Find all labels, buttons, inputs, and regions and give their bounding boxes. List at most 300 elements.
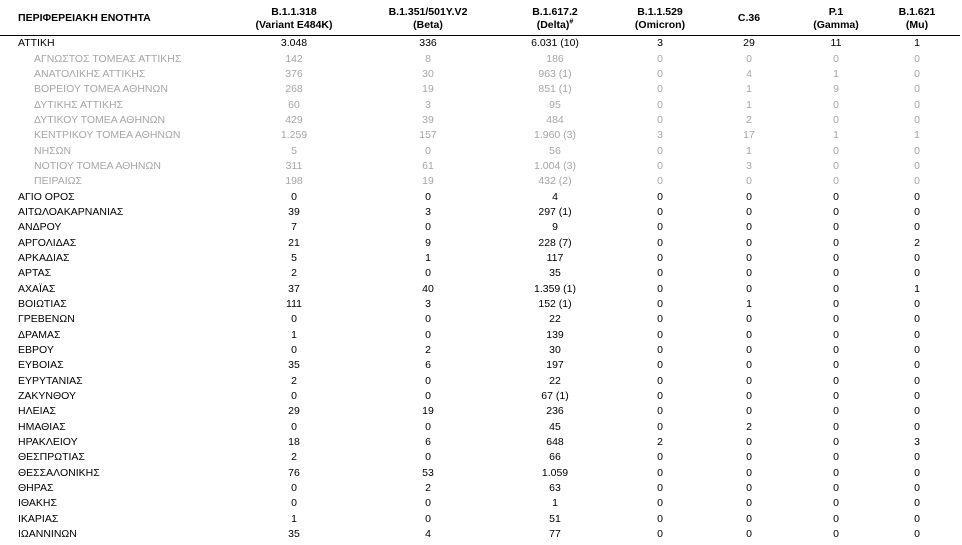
- count-cell: 111: [286, 298, 302, 311]
- count-cell: 0: [746, 236, 752, 249]
- count-cell: 39: [288, 205, 300, 218]
- count-cell: 117: [546, 251, 564, 264]
- count-cell: 29: [288, 405, 300, 418]
- count-cell: 2: [425, 344, 431, 357]
- count-cell: 648: [546, 436, 564, 449]
- count-cell: 35: [288, 359, 300, 372]
- count-cell: 0: [746, 359, 752, 372]
- count-cell: 142: [285, 52, 303, 65]
- count-cell: 0: [746, 512, 752, 525]
- count-cell: 1: [914, 37, 920, 50]
- count-cell: 0: [914, 405, 920, 418]
- region-name: ΑΧΑΪΑΣ: [18, 282, 56, 295]
- table-subrow: [0, 97, 960, 112]
- count-cell: 2: [425, 482, 431, 495]
- table-subrow: [0, 113, 960, 128]
- count-cell: 0: [833, 359, 839, 372]
- table-subrow: [0, 82, 960, 97]
- count-cell: 0: [914, 451, 920, 464]
- count-cell: 0: [833, 313, 839, 326]
- count-cell: 0: [833, 236, 839, 249]
- count-cell: 0: [657, 344, 663, 357]
- header-line2: (Omicron): [634, 18, 686, 31]
- count-cell: 0: [746, 328, 752, 341]
- count-cell: 236: [546, 405, 564, 418]
- count-cell: 0: [291, 313, 297, 326]
- count-cell: 1: [914, 129, 920, 142]
- count-cell: 336: [419, 37, 437, 50]
- table-row: [0, 251, 960, 266]
- count-cell: 30: [549, 344, 561, 357]
- region-name: ΝΗΣΩΝ: [34, 144, 72, 157]
- count-cell: 0: [425, 374, 431, 387]
- count-cell: 0: [833, 267, 839, 280]
- count-cell: 0: [746, 175, 752, 188]
- region-name: ΕΥΒΟΙΑΣ: [18, 359, 64, 372]
- table-row: [0, 358, 960, 373]
- count-cell: 0: [657, 298, 663, 311]
- header-line2: (Delta)#: [536, 18, 574, 31]
- count-cell: 0: [914, 528, 920, 541]
- count-cell: 0: [746, 466, 752, 479]
- table-row: [0, 450, 960, 465]
- count-cell: 0: [657, 159, 663, 172]
- count-cell: 3: [914, 436, 920, 449]
- header-b11529: [620, 2, 700, 36]
- count-cell: 35: [288, 528, 300, 541]
- table-row: [0, 466, 960, 481]
- count-cell: 0: [657, 144, 663, 157]
- count-cell: 0: [914, 420, 920, 433]
- count-cell: 484: [546, 113, 564, 126]
- count-cell: 186: [546, 52, 564, 65]
- table-row: [0, 189, 960, 204]
- header-c36: [700, 2, 798, 36]
- count-cell: 139: [546, 328, 564, 341]
- count-cell: 0: [746, 436, 752, 449]
- header-line2: (Variant E484K): [255, 18, 333, 31]
- count-cell: 1: [833, 129, 839, 142]
- count-cell: 0: [657, 390, 663, 403]
- count-cell: 0: [746, 251, 752, 264]
- count-cell: 22: [549, 374, 561, 387]
- count-cell: 9: [833, 83, 839, 96]
- count-cell: 0: [914, 390, 920, 403]
- count-cell: 53: [422, 466, 434, 479]
- count-cell: 0: [833, 251, 839, 264]
- count-cell: 0: [833, 482, 839, 495]
- count-cell: 0: [833, 436, 839, 449]
- count-cell: 0: [914, 190, 920, 203]
- header-b11318: [222, 2, 366, 36]
- count-cell: 0: [746, 52, 752, 65]
- count-cell: 1.359 (1): [533, 282, 577, 295]
- table-row: [0, 435, 960, 450]
- footnote-mark: #: [569, 18, 574, 25]
- region-name: ΑΡΓΟΛΙΔΑΣ: [18, 236, 77, 249]
- count-cell: 0: [833, 298, 839, 311]
- count-cell: 152 (1): [538, 298, 572, 311]
- count-cell: 0: [914, 52, 920, 65]
- table-subrow: [0, 128, 960, 143]
- count-cell: 17: [743, 129, 755, 142]
- count-cell: 56: [549, 144, 561, 157]
- count-cell: 0: [746, 205, 752, 218]
- count-cell: 0: [425, 497, 431, 510]
- count-cell: 0: [746, 221, 752, 234]
- count-cell: 67 (1): [541, 390, 569, 403]
- count-cell: 376: [285, 67, 303, 80]
- header-line1: B.1.1.529: [637, 6, 683, 18]
- count-cell: 3: [657, 37, 663, 50]
- count-cell: 6: [425, 359, 431, 372]
- count-cell: 1.960 (3): [533, 129, 577, 142]
- region-name: ΔΡΑΜΑΣ: [18, 328, 61, 341]
- header-line1: C.36: [737, 12, 761, 25]
- count-cell: 45: [549, 420, 561, 433]
- table-row: [0, 220, 960, 235]
- count-cell: 0: [657, 52, 663, 65]
- count-cell: 0: [746, 282, 752, 295]
- region-name: ΒΟΙΩΤΙΑΣ: [18, 298, 67, 311]
- count-cell: 66: [549, 451, 561, 464]
- count-cell: 0: [291, 344, 297, 357]
- count-cell: 9: [425, 236, 431, 249]
- region-name: ΑΝΔΡΟΥ: [18, 221, 62, 234]
- count-cell: 0: [914, 512, 920, 525]
- region-name: ΙΩΑΝΝΙΝΩΝ: [18, 528, 77, 541]
- region-name: ΑΡΤΑΣ: [18, 267, 52, 280]
- count-cell: 268: [285, 83, 303, 96]
- region-name: ΗΛΕΙΑΣ: [18, 405, 57, 418]
- count-cell: 21: [288, 236, 300, 249]
- count-cell: 0: [914, 175, 920, 188]
- count-cell: 0: [833, 159, 839, 172]
- count-cell: 0: [833, 405, 839, 418]
- count-cell: 0: [914, 267, 920, 280]
- region-name: ΙΚΑΡΙΑΣ: [18, 512, 59, 525]
- count-cell: 40: [422, 282, 434, 295]
- count-cell: 63: [549, 482, 561, 495]
- header-line1: B.1.617.2: [532, 6, 578, 18]
- region-name: ΔΥΤΙΚΗΣ ΑΤΤΙΚΗΣ: [34, 98, 124, 111]
- table-row: [0, 389, 960, 404]
- count-cell: 7: [291, 221, 297, 234]
- region-name: ΘΗΡΑΣ: [18, 482, 54, 495]
- header-line1: ΠΕΡΙΦΕΡΕΙΑΚΗ ΕΝΟΤΗΤΑ: [18, 12, 151, 25]
- count-cell: 39: [422, 113, 434, 126]
- count-cell: 0: [833, 374, 839, 387]
- count-cell: 0: [657, 512, 663, 525]
- count-cell: 6.031 (10): [531, 37, 579, 50]
- region-name: ΘΕΣΠΡΩΤΙΑΣ: [18, 451, 85, 464]
- count-cell: 198: [285, 175, 303, 188]
- count-cell: 1.004 (3): [533, 159, 577, 172]
- count-cell: 0: [833, 528, 839, 541]
- count-cell: 0: [291, 390, 297, 403]
- count-cell: 0: [657, 528, 663, 541]
- table-row: [0, 235, 960, 250]
- count-cell: 0: [657, 420, 663, 433]
- count-cell: 0: [657, 175, 663, 188]
- count-cell: 0: [914, 205, 920, 218]
- count-cell: 1: [425, 251, 431, 264]
- count-cell: 0: [657, 451, 663, 464]
- count-cell: 1: [746, 83, 752, 96]
- count-cell: 3: [425, 298, 431, 311]
- count-cell: 0: [914, 221, 920, 234]
- table-row: [0, 312, 960, 327]
- table-row: [0, 512, 960, 527]
- count-cell: 19: [422, 405, 434, 418]
- count-cell: 1: [291, 512, 297, 525]
- count-cell: 2: [291, 451, 297, 464]
- count-cell: 29: [743, 37, 755, 50]
- header-row: [0, 2, 960, 36]
- count-cell: 1: [746, 144, 752, 157]
- count-cell: 22: [549, 313, 561, 326]
- count-cell: 0: [914, 482, 920, 495]
- count-cell: 0: [833, 344, 839, 357]
- count-cell: 2: [291, 374, 297, 387]
- count-cell: 76: [288, 466, 300, 479]
- table-row: [0, 266, 960, 281]
- header-line1: B.1.621: [898, 6, 936, 18]
- count-cell: 1: [291, 328, 297, 341]
- count-cell: 4: [746, 67, 752, 80]
- table-row: [0, 282, 960, 297]
- count-cell: 0: [657, 251, 663, 264]
- count-cell: 9: [552, 221, 558, 234]
- table-subrow: [0, 67, 960, 82]
- count-cell: 0: [657, 221, 663, 234]
- region-name: ΗΡΑΚΛΕΙΟΥ: [18, 436, 78, 449]
- header-line2: (Mu): [905, 18, 929, 31]
- count-cell: 0: [833, 205, 839, 218]
- table-subrow: [0, 174, 960, 189]
- count-cell: 0: [657, 67, 663, 80]
- count-cell: 0: [657, 466, 663, 479]
- count-cell: 0: [746, 528, 752, 541]
- count-cell: 0: [657, 482, 663, 495]
- count-cell: 1: [833, 67, 839, 80]
- count-cell: 0: [914, 298, 920, 311]
- region-name: ΙΘΑΚΗΣ: [18, 497, 57, 510]
- count-cell: 0: [291, 420, 297, 433]
- count-cell: 0: [914, 251, 920, 264]
- count-cell: 297 (1): [538, 205, 572, 218]
- region-name: ΑΓΙΟ ΟΡΟΣ: [18, 190, 75, 203]
- count-cell: 0: [657, 83, 663, 96]
- table-row: [0, 527, 960, 542]
- table-row: [0, 420, 960, 435]
- count-cell: 0: [425, 190, 431, 203]
- count-cell: 0: [425, 390, 431, 403]
- table-row: [0, 343, 960, 358]
- count-cell: 0: [425, 144, 431, 157]
- table-row: [0, 36, 960, 52]
- region-name: ΚΕΝΤΡΙΚΟΥ ΤΟΜΕΑ ΑΘΗΝΩΝ: [34, 129, 181, 142]
- header-b1621: [874, 2, 960, 36]
- count-cell: 0: [914, 466, 920, 479]
- count-cell: 4: [425, 528, 431, 541]
- count-cell: 19: [422, 83, 434, 96]
- count-cell: 0: [914, 313, 920, 326]
- count-cell: 0: [746, 313, 752, 326]
- region-name: ΕΒΡΟΥ: [18, 344, 54, 357]
- count-cell: 0: [833, 512, 839, 525]
- header-line1: B.1.351/501Y.V2: [388, 6, 468, 18]
- header-line1: P.1: [828, 6, 844, 18]
- table-subrow: [0, 159, 960, 174]
- count-cell: 2: [746, 420, 752, 433]
- count-cell: 0: [914, 159, 920, 172]
- header-line2: (Beta): [413, 18, 443, 31]
- count-cell: 8: [425, 52, 431, 65]
- table-row: [0, 328, 960, 343]
- table-body: [0, 36, 960, 543]
- count-cell: 2: [291, 267, 297, 280]
- count-cell: 6: [425, 436, 431, 449]
- region-name: ΖΑΚΥΝΘΟΥ: [18, 390, 77, 403]
- count-cell: 1: [746, 298, 752, 311]
- count-cell: 3.048: [280, 37, 308, 50]
- count-cell: 311: [285, 159, 303, 172]
- header-b16172: [490, 2, 620, 36]
- count-cell: 3: [746, 159, 752, 172]
- count-cell: 0: [746, 267, 752, 280]
- count-cell: 0: [746, 482, 752, 495]
- count-cell: 0: [833, 390, 839, 403]
- count-cell: 0: [657, 328, 663, 341]
- table-subrow: [0, 143, 960, 158]
- region-name: ΗΜΑΘΙΑΣ: [18, 420, 66, 433]
- table-row: [0, 297, 960, 312]
- count-cell: 11: [830, 37, 842, 50]
- count-cell: 0: [425, 420, 431, 433]
- count-cell: 0: [657, 374, 663, 387]
- count-cell: 0: [914, 67, 920, 80]
- count-cell: 2: [746, 113, 752, 126]
- count-cell: 1.059: [541, 466, 569, 479]
- count-cell: 0: [425, 451, 431, 464]
- count-cell: 77: [549, 528, 561, 541]
- count-cell: 157: [419, 129, 437, 142]
- count-cell: 4: [552, 190, 558, 203]
- count-cell: 0: [657, 190, 663, 203]
- count-cell: 0: [425, 267, 431, 280]
- count-cell: 0: [657, 236, 663, 249]
- count-cell: 0: [833, 98, 839, 111]
- count-cell: 35: [549, 267, 561, 280]
- count-cell: 61: [422, 159, 434, 172]
- region-name: ΑΤΤΙΚΗ: [18, 37, 55, 50]
- count-cell: 0: [833, 113, 839, 126]
- count-cell: 37: [288, 282, 300, 295]
- region-name: ΓΡΕΒΕΝΩΝ: [18, 313, 75, 326]
- header-region: [0, 2, 222, 36]
- table-header: [0, 2, 960, 36]
- count-cell: 0: [425, 512, 431, 525]
- count-cell: 0: [746, 344, 752, 357]
- header-line1: B.1.1.318: [271, 6, 317, 18]
- count-cell: 0: [833, 175, 839, 188]
- count-cell: 18: [288, 436, 300, 449]
- count-cell: 1: [746, 98, 752, 111]
- count-cell: 0: [746, 374, 752, 387]
- count-cell: 51: [549, 512, 561, 525]
- count-cell: 0: [425, 313, 431, 326]
- count-cell: 3: [425, 98, 431, 111]
- count-cell: 0: [833, 420, 839, 433]
- region-name: ΕΥΡΥΤΑΝΙΑΣ: [18, 374, 83, 387]
- count-cell: 0: [746, 405, 752, 418]
- region-name: ΔΥΤΙΚΟΥ ΤΟΜΕΑ ΑΘΗΝΩΝ: [34, 113, 166, 126]
- table-row: [0, 205, 960, 220]
- count-cell: 0: [657, 282, 663, 295]
- count-cell: 1: [914, 282, 920, 295]
- header-p1: [798, 2, 874, 36]
- count-cell: 0: [291, 482, 297, 495]
- count-cell: 1: [552, 497, 558, 510]
- count-cell: 0: [657, 113, 663, 126]
- region-name: ΒΟΡΕΙΟΥ ΤΟΜΕΑ ΑΘΗΝΩΝ: [34, 83, 168, 96]
- header-line2: (Gamma): [813, 18, 859, 31]
- table-row: [0, 496, 960, 511]
- table-row: [0, 374, 960, 389]
- count-cell: 0: [914, 113, 920, 126]
- count-cell: 0: [291, 190, 297, 203]
- table-subrow: [0, 51, 960, 66]
- count-cell: 0: [425, 328, 431, 341]
- count-cell: 5: [291, 144, 297, 157]
- count-cell: 0: [746, 390, 752, 403]
- count-cell: 0: [833, 144, 839, 157]
- count-cell: 0: [914, 374, 920, 387]
- count-cell: 432 (2): [538, 175, 572, 188]
- variants-by-region-table: [0, 2, 960, 542]
- count-cell: 228 (7): [538, 236, 572, 249]
- count-cell: 95: [549, 98, 561, 111]
- count-cell: 197: [546, 359, 564, 372]
- region-name: ΑΡΚΑΔΙΑΣ: [18, 251, 70, 264]
- count-cell: 30: [422, 67, 434, 80]
- count-cell: 0: [914, 98, 920, 111]
- count-cell: 0: [657, 267, 663, 280]
- region-name: ΑΝΑΤΟΛΙΚΗΣ ΑΤΤΙΚΗΣ: [34, 67, 146, 80]
- count-cell: 0: [914, 328, 920, 341]
- count-cell: 0: [833, 282, 839, 295]
- count-cell: 60: [288, 98, 300, 111]
- count-cell: 0: [833, 451, 839, 464]
- count-cell: 2: [657, 436, 663, 449]
- count-cell: 0: [914, 359, 920, 372]
- region-name: ΠΕΙΡΑΙΩΣ: [34, 175, 82, 188]
- count-cell: 0: [833, 190, 839, 203]
- count-cell: 0: [746, 497, 752, 510]
- count-cell: 1.259: [280, 129, 308, 142]
- count-cell: 0: [657, 497, 663, 510]
- count-cell: 0: [914, 497, 920, 510]
- count-cell: 0: [291, 497, 297, 510]
- count-cell: 851 (1): [538, 83, 572, 96]
- count-cell: 963 (1): [538, 67, 572, 80]
- count-cell: 0: [657, 313, 663, 326]
- header-b1351: [366, 2, 490, 36]
- region-name: ΝΟΤΙΟΥ ΤΟΜΕΑ ΑΘΗΝΩΝ: [34, 159, 161, 172]
- count-cell: 0: [833, 221, 839, 234]
- table-row: [0, 404, 960, 419]
